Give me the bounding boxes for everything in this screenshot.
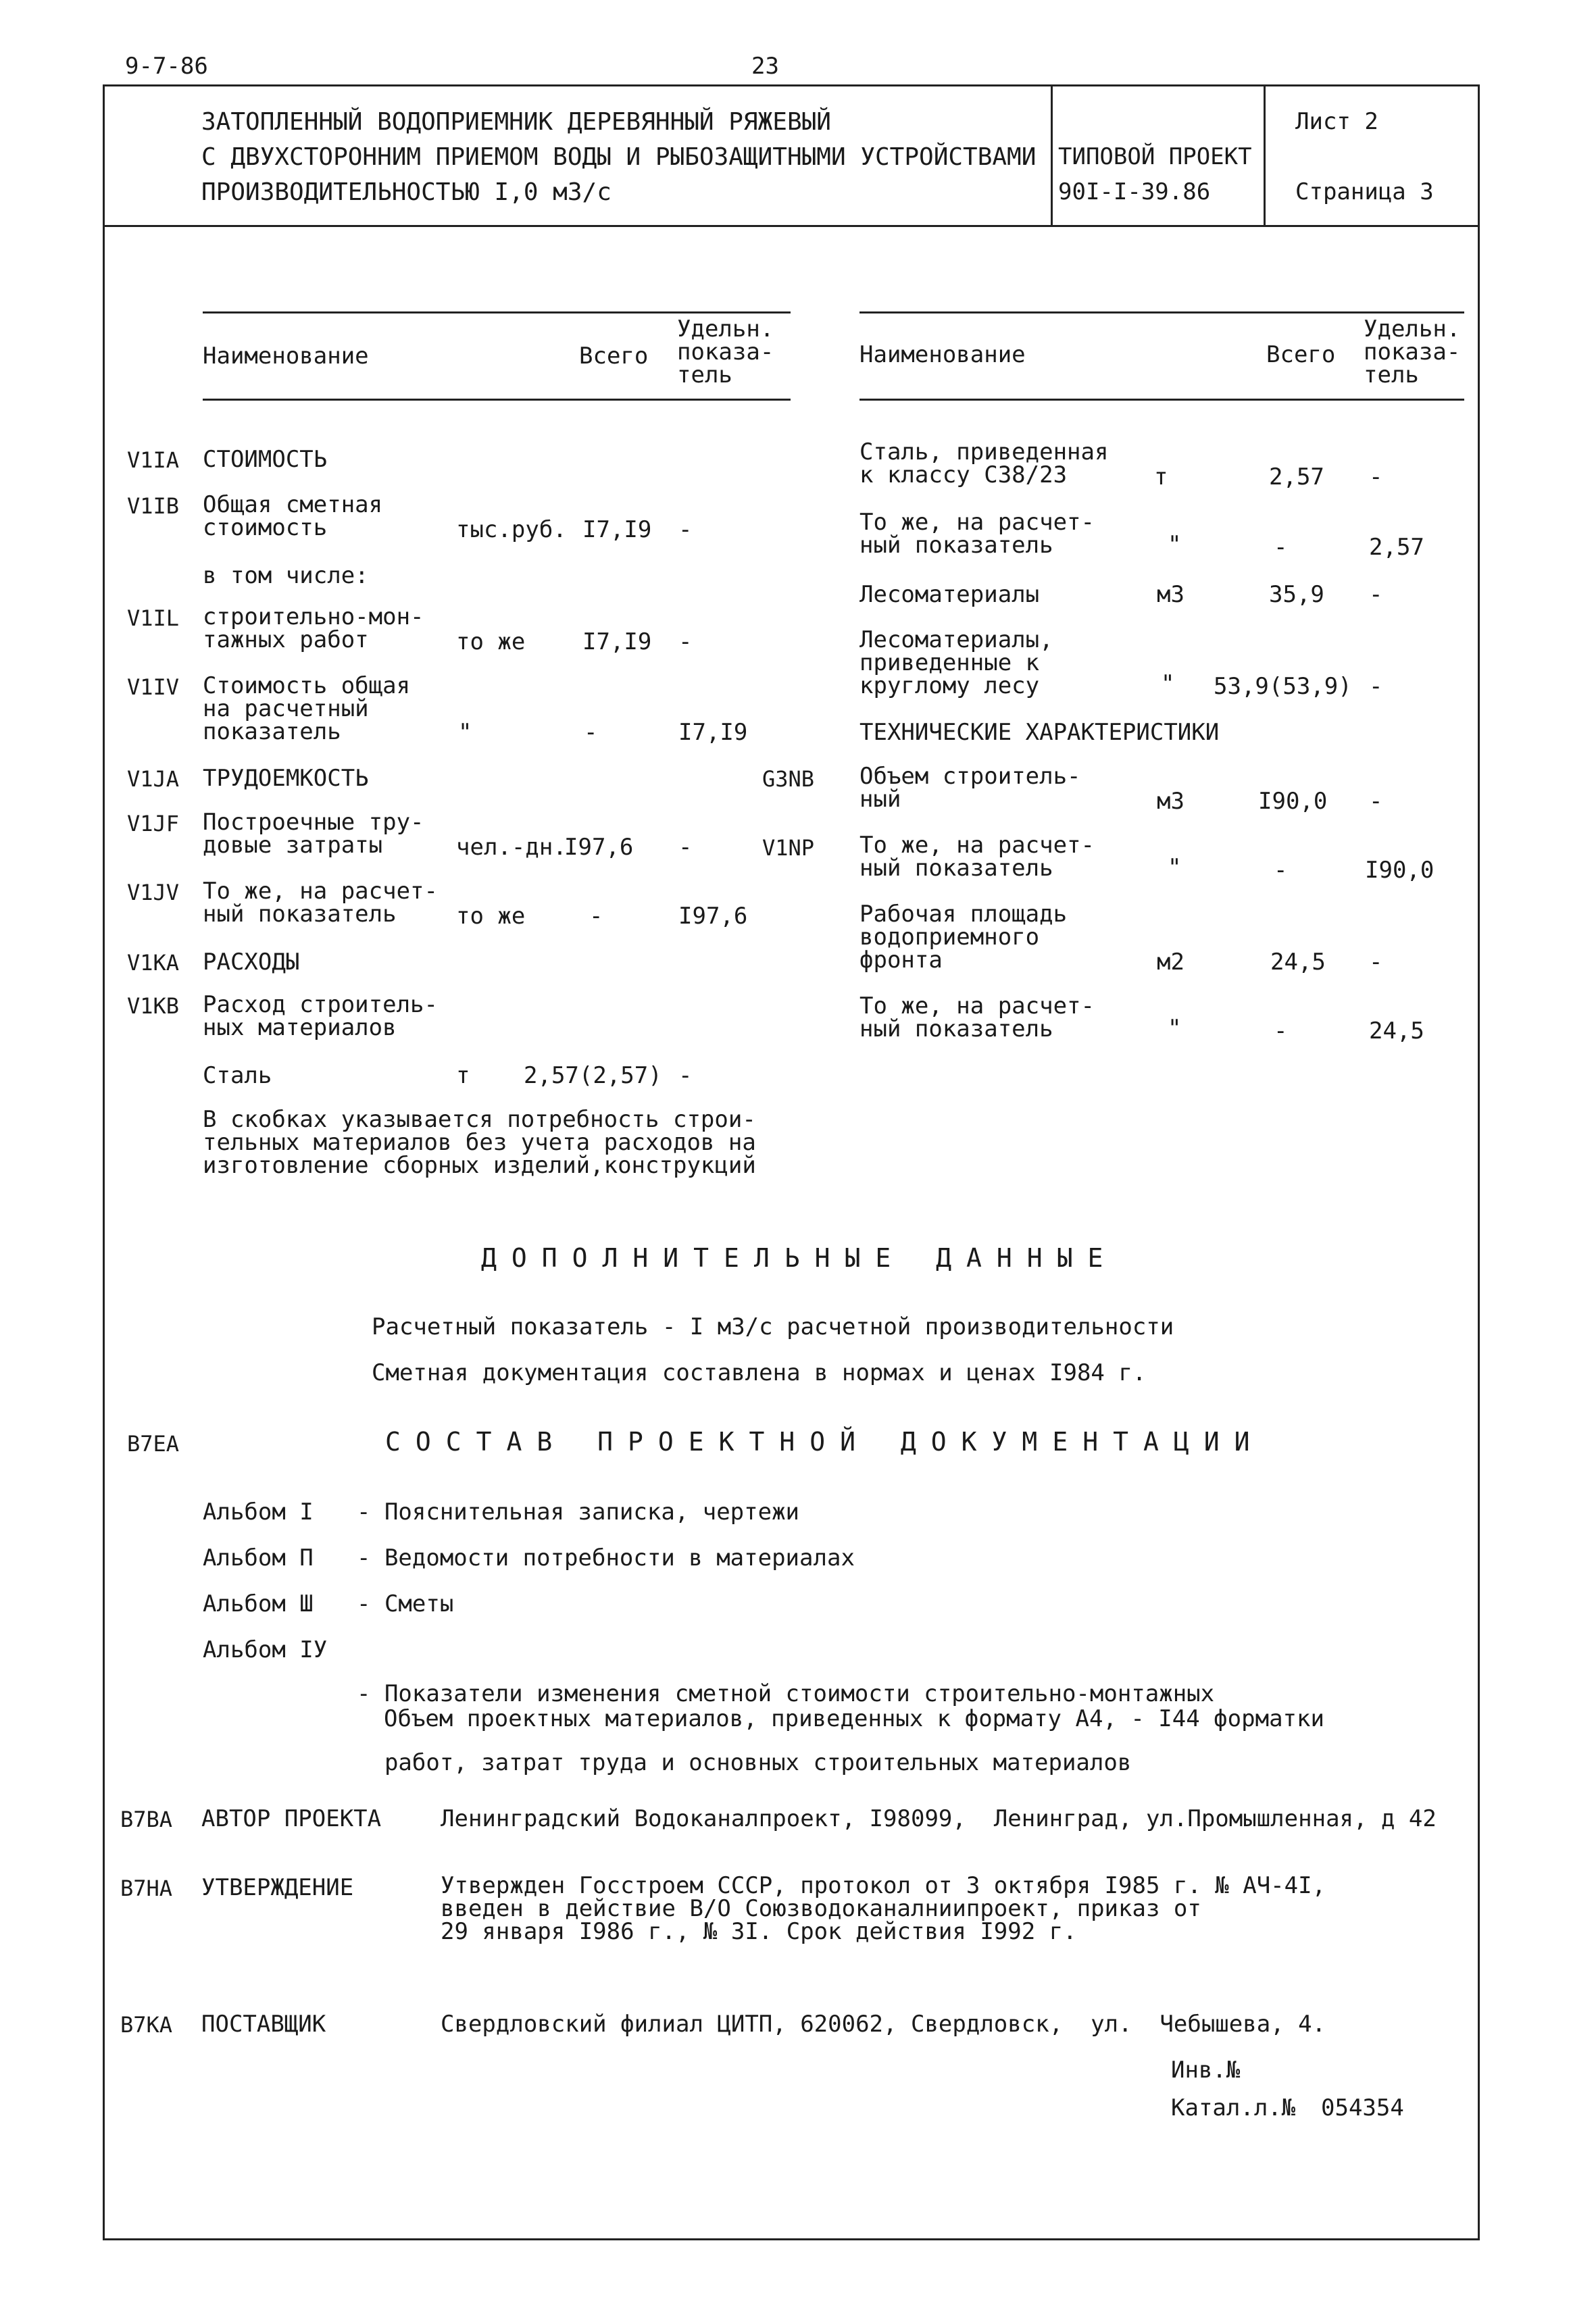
row-total: 24,5 <box>1270 949 1326 976</box>
author-text: Ленинградский Водоканалпроект, I98099, Ленинград, ул.Промышленная, д 42 <box>441 1805 1437 1832</box>
row-code: V1IA <box>127 447 180 473</box>
sheet-number: Лист 2 <box>1295 108 1378 135</box>
row-spec: - <box>678 1062 693 1089</box>
row-code: V1JF <box>127 811 180 836</box>
row-name-line: То же, на расчет- <box>859 992 1095 1020</box>
row-name <box>203 993 438 1039</box>
row-name: СТОИМОСТЬ <box>203 446 328 473</box>
row-name: ТРУДОЕМКОСТЬ <box>203 765 369 792</box>
row-code: V1JA <box>127 766 180 792</box>
row-name-line: круглому лесу <box>859 672 1040 699</box>
approval-line: 29 января I986 г., № 3I. Срок действия I992 г. <box>441 1918 1077 1945</box>
additional-data-heading: ДОПОЛНИТЕЛЬНЫЕ ДАННЫЕ <box>481 1243 1118 1273</box>
row-total: - <box>589 903 603 930</box>
row-name <box>859 834 1095 880</box>
row-name-line: Рабочая площадь <box>859 901 1068 928</box>
spec-header-line: показа- <box>677 338 774 366</box>
row-total: I7,I9 <box>582 628 652 655</box>
right-table-head-rule <box>859 399 1464 401</box>
author-code: B7BA <box>120 1807 173 1832</box>
album-description: - Сметы <box>357 1590 454 1617</box>
row-spec: - <box>678 834 693 861</box>
row-name-line: строительно-мон- <box>203 603 424 630</box>
approval-label: УТВЕРЖДЕНИЕ <box>201 1874 354 1901</box>
row-unit: то же <box>456 903 526 930</box>
header-vline-1 <box>1051 84 1053 226</box>
row-spec: - <box>678 516 693 543</box>
note-line: изготовление сборных изделий,конструкций <box>203 1152 756 1179</box>
left-col-name-header: Наименование <box>203 343 369 370</box>
additional-line-2: Сметная документация составлена в нормах и ценах I984 г. <box>372 1359 1147 1386</box>
row-name-line: То же, на расчет- <box>203 878 438 905</box>
row-unit: " <box>458 719 472 746</box>
spec-header-line: Удельн. <box>1364 316 1461 343</box>
supplier-code: B7KA <box>120 2012 173 2038</box>
row-name-line: Расход строитель- <box>203 991 438 1018</box>
album-label: Альбом Ш <box>203 1590 314 1617</box>
row-spec: - <box>1369 581 1383 608</box>
row-name <box>203 493 382 539</box>
row-name-line: на расчетный <box>203 695 369 722</box>
album-description: - Пояснительная записка, чертежи <box>357 1499 800 1526</box>
album-description: - Ведомости потребности в материалах <box>357 1544 855 1571</box>
row-unit: то же <box>456 628 526 655</box>
row-total: - <box>1274 1017 1288 1045</box>
row-name <box>859 765 1081 811</box>
row-name-line: Сталь, приведенная <box>859 438 1109 466</box>
row-unit: т <box>456 1062 470 1089</box>
row-name-line: показатель <box>203 718 341 745</box>
row-unit: м2 <box>1157 949 1184 976</box>
page-number: 23 <box>751 53 779 80</box>
row-name-line: тажных работ <box>203 626 369 653</box>
left-col-spec-header <box>677 318 774 386</box>
album-label: Альбом I <box>203 1499 314 1526</box>
row-name <box>203 880 438 926</box>
row-name-line: Объем строитель- <box>859 763 1081 790</box>
row-total: 35,9 <box>1269 581 1324 608</box>
row-total: - <box>1274 857 1288 884</box>
row-name-line: Стоимость общая <box>203 672 411 699</box>
row-name-line: приведенные к <box>859 649 1040 676</box>
row-name-line: Лесоматериалы, <box>859 626 1053 653</box>
row-name <box>203 674 410 743</box>
row-name-line: фронта <box>859 947 943 974</box>
composition-code: B7EA <box>127 1431 180 1457</box>
album-label: Альбом IУ <box>203 1636 328 1663</box>
row-name-line: водоприемного <box>859 924 1040 951</box>
row-total: 53,9(53,9) <box>1214 673 1352 700</box>
row-name <box>203 811 424 857</box>
approval-code: B7HA <box>120 1876 173 1901</box>
row-unit: тыс.руб. <box>456 516 567 543</box>
row-spec: 2,57 <box>1369 534 1424 561</box>
header-divider <box>103 225 1478 227</box>
inventory-number: Инв.№ <box>1171 2057 1241 2084</box>
composition-heading: СОСТАВ ПРОЕКТНОЙ ДОКУМЕНТАЦИИ <box>385 1427 1265 1457</box>
row-spec: 24,5 <box>1369 1017 1424 1045</box>
additional-line-1: Расчетный показатель - I м3/с расчетной производительности <box>372 1313 1174 1340</box>
row-spec: I7,I9 <box>678 719 748 746</box>
right-table-top-rule <box>859 311 1464 313</box>
row-unit: м3 <box>1157 581 1184 608</box>
row-name: ТЕХНИЧЕСКИЕ ХАРАКТЕРИСТИКИ <box>859 719 1220 746</box>
row-name-line: к классу С38/23 <box>859 461 1068 488</box>
project-number: 90I-I-39.86 <box>1058 178 1211 205</box>
album-description-line: - Показатели изменения сметной стоимости строительно-монтажных <box>357 1680 1215 1707</box>
row-unit: " <box>1168 1015 1182 1042</box>
header-title-line-3: ПРОИЗВОДИТЕЛЬНОСТЬЮ I,0 м3/с <box>201 178 612 206</box>
right-col-name-header: Наименование <box>859 341 1026 368</box>
row-spec: I97,6 <box>678 903 748 930</box>
row-total: - <box>584 719 598 746</box>
row-name-line: Построечные тру- <box>203 809 424 836</box>
row-total: I7,I9 <box>582 516 652 543</box>
left-table-note <box>203 1108 756 1177</box>
left-table-head-rule <box>203 399 791 401</box>
row-spec: - <box>678 628 693 655</box>
row-name <box>859 628 1053 697</box>
page-label: Страница 3 <box>1295 178 1434 205</box>
row-name-line: стоимость <box>203 514 328 541</box>
row-name-line: ных материалов <box>203 1014 397 1041</box>
row-unit: " <box>1168 531 1182 558</box>
row-name-line: ный показатель <box>859 1015 1053 1042</box>
row-name: в том числе: <box>203 562 369 589</box>
mid-code: V1NP <box>762 835 815 861</box>
row-name <box>859 992 1095 1042</box>
spec-header-line: Удельн. <box>677 316 774 343</box>
approval-line: Утвержден Госстроем СССР, протокол от 3 октября I985 г. № АЧ-4I, <box>441 1872 1326 1899</box>
row-unit: " <box>1168 854 1182 881</box>
row-spec: - <box>1369 788 1383 815</box>
row-name-line: ный показатель <box>859 855 1053 882</box>
header-title-line-2: С ДВУХСТОРОННИМ ПРИЕМОМ ВОДЫ И РЫБОЗАЩИТНЫМИ УСТРОЙСТВАМИ <box>201 143 1037 171</box>
row-name: РАСХОДЫ <box>203 949 300 976</box>
right-col-spec-header <box>1364 318 1460 386</box>
right-col-total-header: Всего <box>1266 341 1336 368</box>
row-spec: - <box>1369 673 1383 700</box>
catalog-label: Катал.л.№ <box>1171 2094 1296 2121</box>
catalog-number: 054354 <box>1321 2094 1404 2121</box>
header-vline-2 <box>1264 84 1266 226</box>
row-name <box>203 605 424 651</box>
row-unit: м3 <box>1157 788 1184 815</box>
row-name-line: ный показатель <box>859 532 1053 559</box>
supplier-label: ПОСТАВЩИК <box>201 2011 326 2038</box>
spec-header-line: тель <box>677 361 732 388</box>
spec-header-line: показа- <box>1364 338 1461 366</box>
spec-header-line: тель <box>1364 361 1419 388</box>
row-code: V1IB <box>127 493 180 519</box>
approval-text <box>441 1874 1326 1943</box>
note-line: В скобках указывается потребность строи- <box>203 1106 756 1133</box>
row-name-line: ный показатель <box>203 901 397 928</box>
row-name: Лесоматериалы <box>859 581 1040 608</box>
row-code: V1IL <box>127 605 180 631</box>
volume-note: Объем проектных материалов, приведенных к формату А4, - I44 форматки <box>384 1705 1324 1732</box>
row-name-line: ный <box>859 786 901 813</box>
row-spec: - <box>1369 463 1383 491</box>
supplier-text: Свердловский филиал ЦИТП, 620062, Свердловск, ул. Чебышева, 4. <box>441 2011 1326 2038</box>
row-code: V1JV <box>127 880 180 905</box>
album-description-line: работ, затрат труда и основных строительных материалов <box>357 1749 1132 1776</box>
row-spec: - <box>1369 949 1383 976</box>
row-code: V1KA <box>127 950 180 976</box>
row-unit: чел.-дн. <box>456 834 567 861</box>
row-unit: т <box>1154 463 1168 491</box>
row-name <box>859 903 1067 972</box>
row-name-line: То же, на расчет- <box>859 832 1095 859</box>
approval-line: введен в действие В/О Союзводоканалниипроект, приказ от <box>441 1895 1201 1922</box>
document-date: 9-7-86 <box>125 53 208 80</box>
note-line: тельных материалов без учета расходов на <box>203 1129 756 1156</box>
row-total: 2,57(2,57) <box>524 1062 662 1089</box>
row-name-line: То же, на расчет- <box>859 509 1095 536</box>
left-table-top-rule <box>203 311 791 313</box>
row-code: V1KB <box>127 993 180 1019</box>
album-label: Альбом П <box>203 1544 314 1571</box>
header-title-line-1: ЗАТОПЛЕННЫЙ ВОДОПРИЕМНИК ДЕРЕВЯННЫЙ РЯЖЕВЫЙ <box>201 108 831 136</box>
row-name-line: довые затраты <box>203 832 383 859</box>
row-unit: " <box>1161 670 1175 697</box>
row-name <box>859 438 1109 488</box>
row-total: 2,57 <box>1269 463 1324 491</box>
row-name-line: Общая сметная <box>203 491 383 518</box>
mid-code: G3NB <box>762 766 815 792</box>
row-spec: I90,0 <box>1365 857 1435 884</box>
row-name: Сталь <box>203 1062 272 1089</box>
row-total: I97,6 <box>564 834 634 861</box>
left-col-total-header: Всего <box>579 343 649 370</box>
row-code: V1IV <box>127 674 180 700</box>
row-total: - <box>1274 534 1288 561</box>
row-name <box>859 511 1095 557</box>
author-label: АВТОР ПРОЕКТА <box>201 1805 382 1832</box>
project-label: ТИПОВОЙ ПРОЕКТ <box>1058 143 1252 170</box>
row-total: I90,0 <box>1258 788 1328 815</box>
